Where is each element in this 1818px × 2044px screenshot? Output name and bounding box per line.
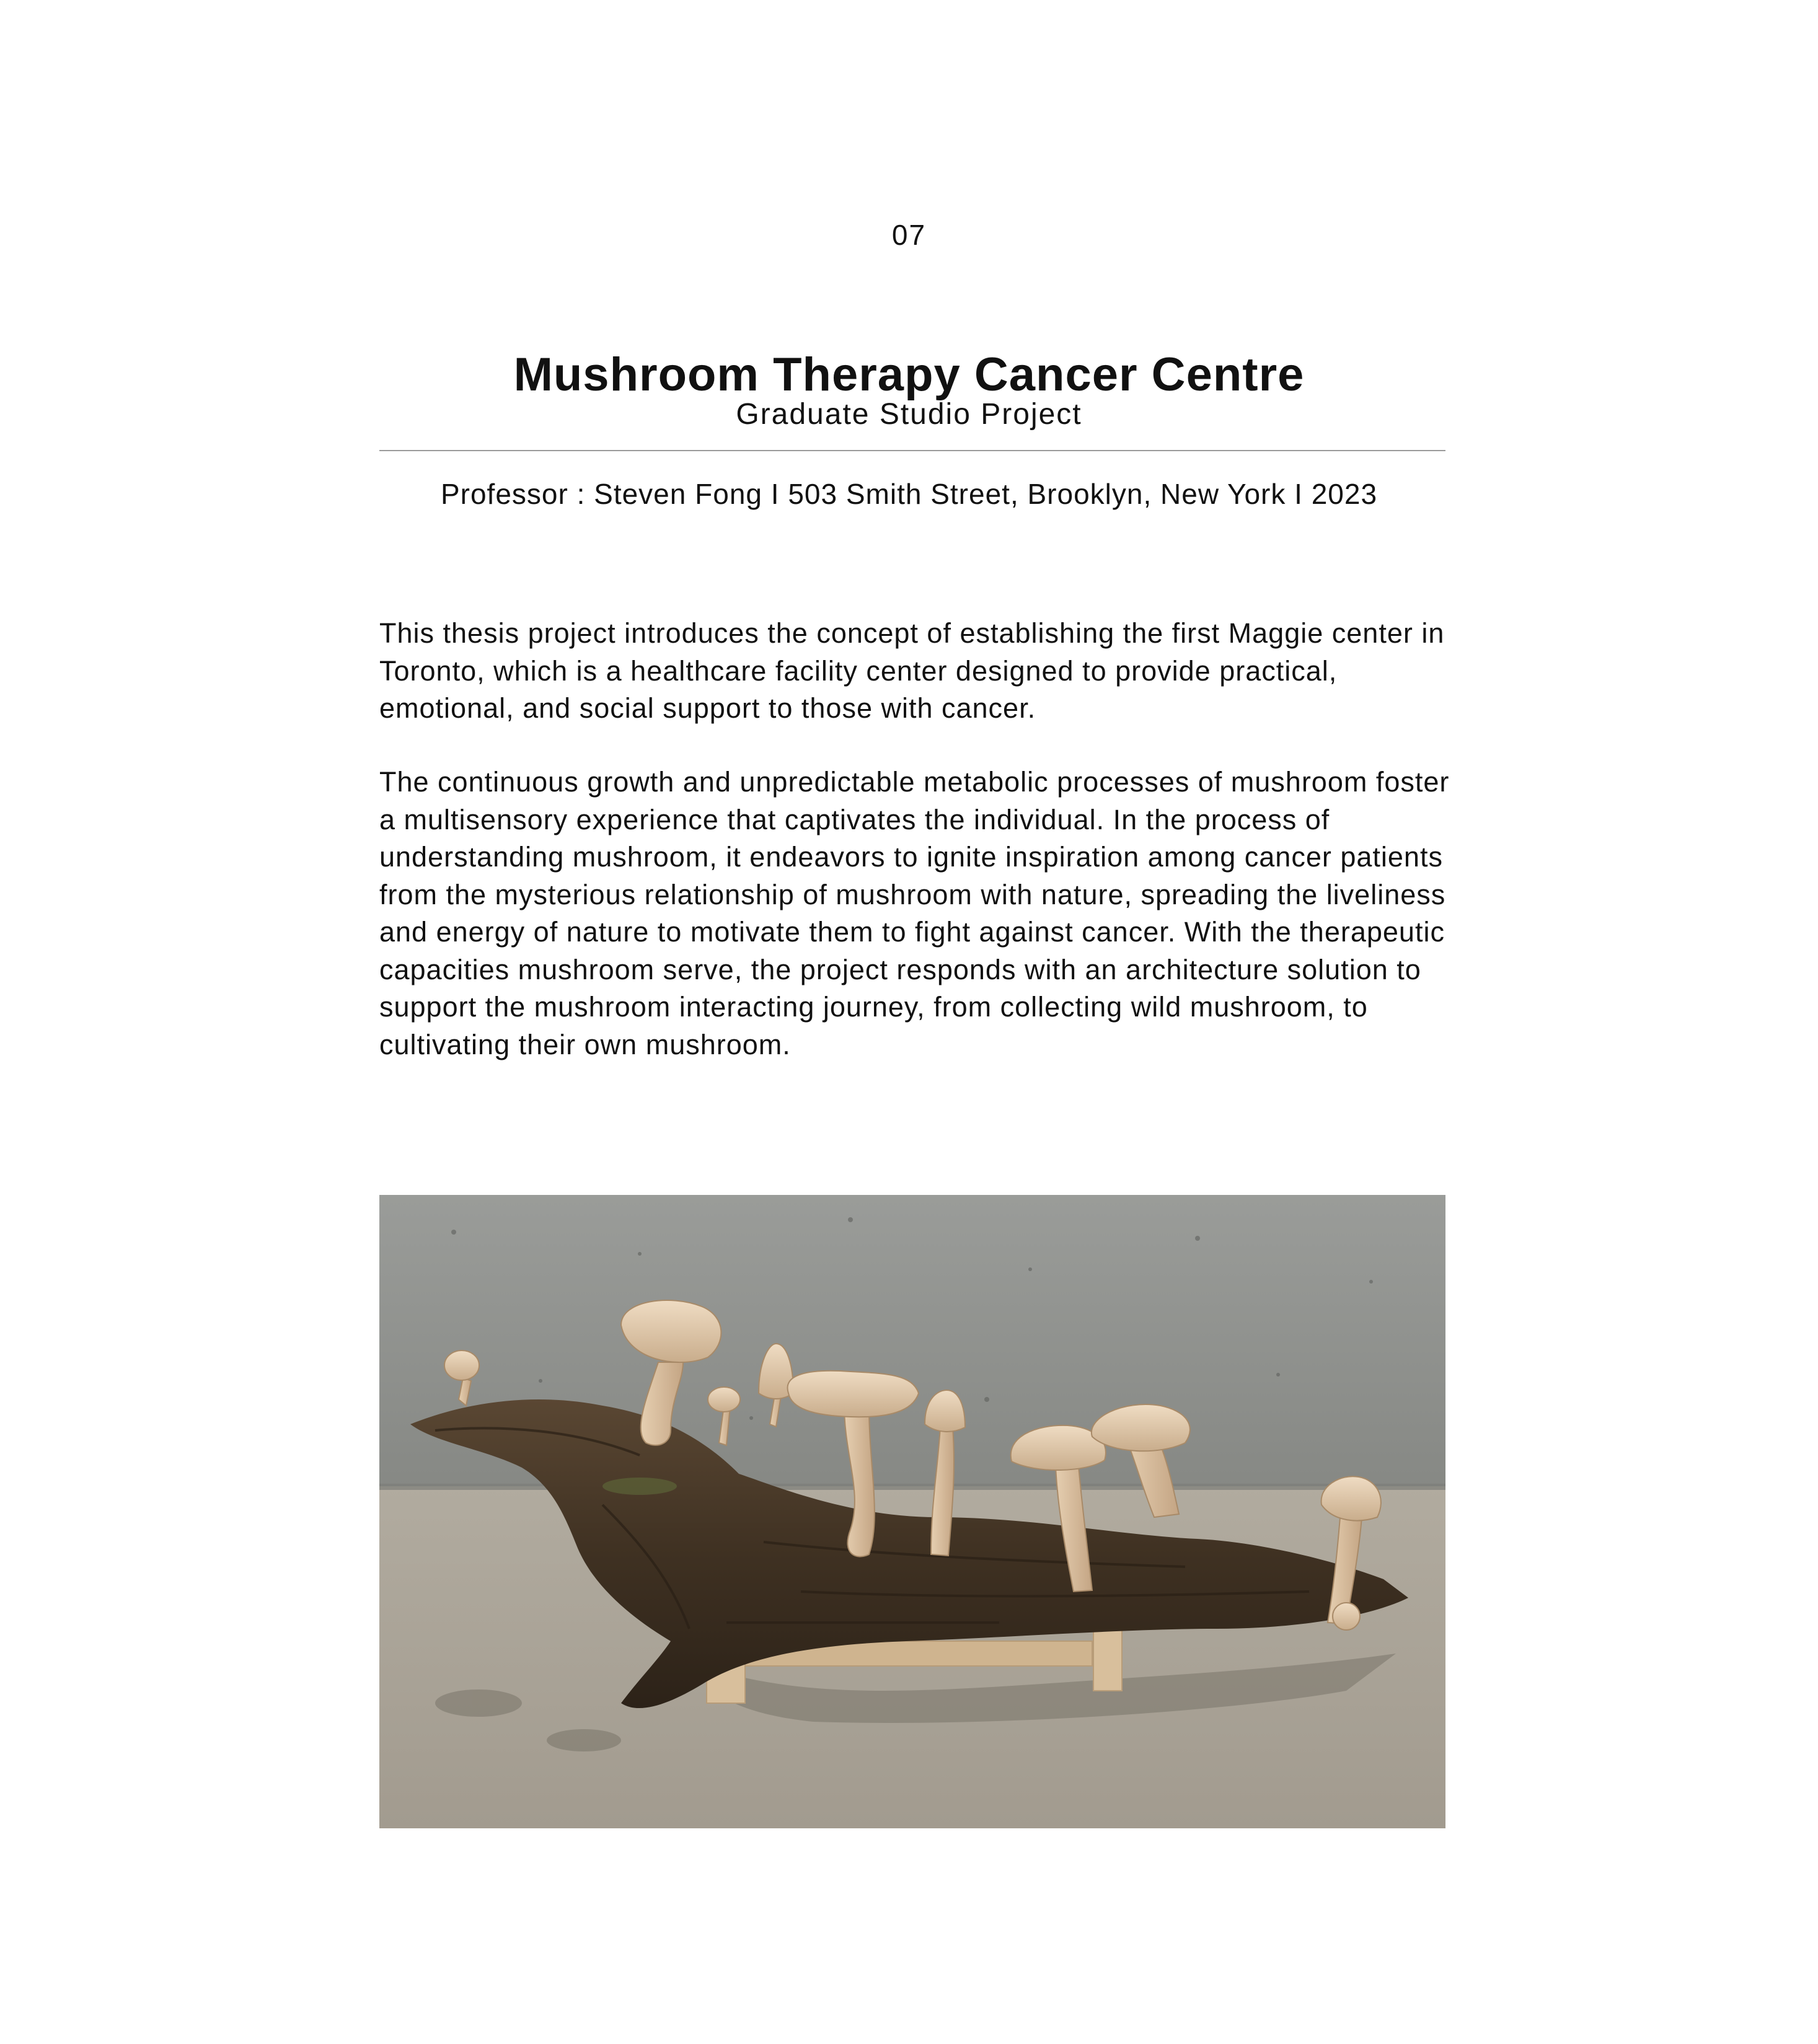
page-subtitle: Graduate Studio Project [736,398,1082,431]
wall-floor-joint [379,1484,1445,1490]
body-paragraph-2: The continuous growth and unpredictable metabolic processes of mushroom foster a multisensory experience that captivates the individual. In the process of understanding mushroom, it endeavors to ignite inspiration among cancer patients from the mysterious relationship of mushroom with nature, spreading the liveliness and energy of nature to motivate them to fight against cancer. With the therapeutic capacities mushroom serve, the project responds with an architecture solution to support the mushroom interacting journey, from collecting wild mushroom, to cultivating their own mushroom. [379,766,1450,1060]
page-title: Mushroom Therapy Cancer Centre [513,348,1305,401]
page-number: 07 [891,219,927,251]
moss-patch [602,1478,677,1495]
title-divider [379,450,1445,451]
project-credits: Professor : Steven Fong I 503 Smith Street, Brooklyn, New York I 2023 [440,478,1378,510]
body-paragraph-1: This thesis project introduces the concept of establishing the first Maggie center in Toronto, which is a healthcare facility center designed to provide practical, emotional, and social support to those with cancer. [379,617,1445,724]
mushroom-sculpture-photo [379,1195,1445,1828]
